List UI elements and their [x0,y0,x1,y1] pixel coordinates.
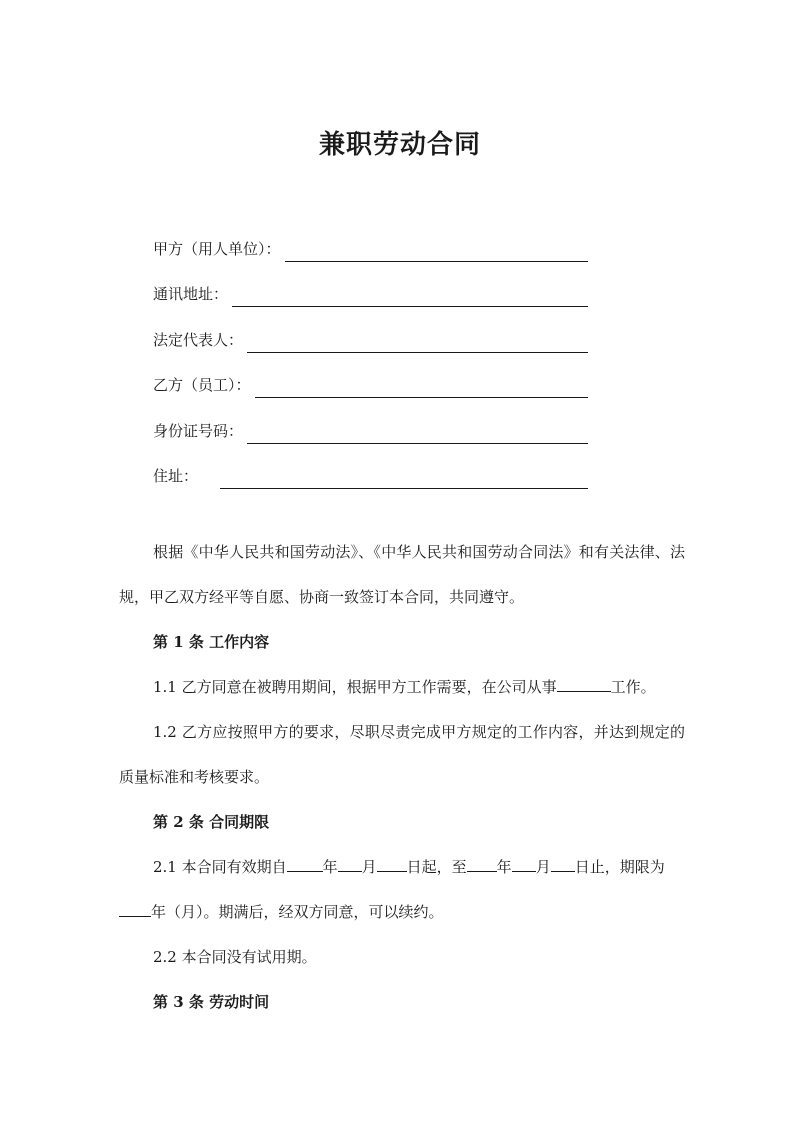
field-legal-rep [153,307,588,353]
article-1-1-text-before: 1.1 乙方同意在被聘用期间，根据甲方工作需要，在公司从事 [153,678,557,696]
preamble-paragraph: 根据《中华人民共和国劳动法》、《中华人民共和国劳动合同法》和有关法律、法规，甲乙双方经平等自愿、协商一致签订本合同，共同遵守。 [119,543,685,606]
article-2-1-text-a: 2.1 本合同有效期自 [153,858,287,876]
blank-start-year[interactable] [287,857,323,872]
article-2-1-text-c: 月 [361,858,377,876]
article-3-heading: 第 3 条 劳动时间 [153,993,270,1011]
article-2-1-paragraph [119,845,685,935]
field-blank-legal-rep[interactable] [247,332,588,353]
blank-end-month[interactable] [512,857,536,872]
blank-end-day[interactable] [551,857,575,872]
article-1-1-text-after: 工作。 [610,678,656,696]
field-label-address: 通讯地址： [153,285,229,303]
blank-job-title[interactable] [557,677,611,692]
article-2-heading: 第 2 条 合同期限 [153,813,270,831]
field-label-legal-rep: 法定代表人： [153,330,244,349]
field-party-a [153,216,588,262]
field-label-residence: 住址： [153,467,199,485]
party-info-fields [153,216,588,489]
article-1-2-paragraph: 1.2 乙方应按照甲方的要求，尽职尽责完成甲方规定的工作内容，并达到规定的质量标准和考核要求。 [119,723,685,786]
article-2-1-text-d: 日起，至 [406,858,467,876]
article-2-1-text-h: 年（月）。期满后，经双方同意，可以续约。 [151,903,444,921]
field-party-b [153,353,588,399]
blank-end-year[interactable] [467,857,497,872]
article-2-1-text-b: 年 [322,858,338,876]
field-address [153,262,588,308]
article-1-heading: 第 1 条 工作内容 [153,633,270,651]
contract-body [119,530,685,1025]
blank-start-day[interactable] [377,857,407,872]
field-blank-residence[interactable] [220,468,588,489]
article-2-1-text-f: 月 [535,858,551,876]
field-residence [153,444,588,490]
blank-term-duration[interactable] [119,902,151,917]
article-1-1-paragraph [119,665,685,710]
field-label-party-b: 乙方（员工）： [153,376,251,394]
field-blank-address[interactable] [232,286,588,307]
document-title: 兼职劳动合同 [318,130,481,160]
field-blank-party-a[interactable] [285,241,588,262]
field-label-id-number: 身份证号码： [153,421,244,440]
article-2-2-paragraph: 2.2 本合同没有试用期。 [153,948,317,966]
blank-start-month[interactable] [338,857,362,872]
field-blank-id-number[interactable] [247,423,588,444]
field-blank-party-b[interactable] [255,377,588,398]
article-2-1-text-e: 年 [496,858,512,876]
article-2-1-text-g: 日止，期限为 [574,858,665,876]
field-label-party-a: 甲方（用人单位）： [153,239,281,258]
field-id-number [153,398,588,444]
